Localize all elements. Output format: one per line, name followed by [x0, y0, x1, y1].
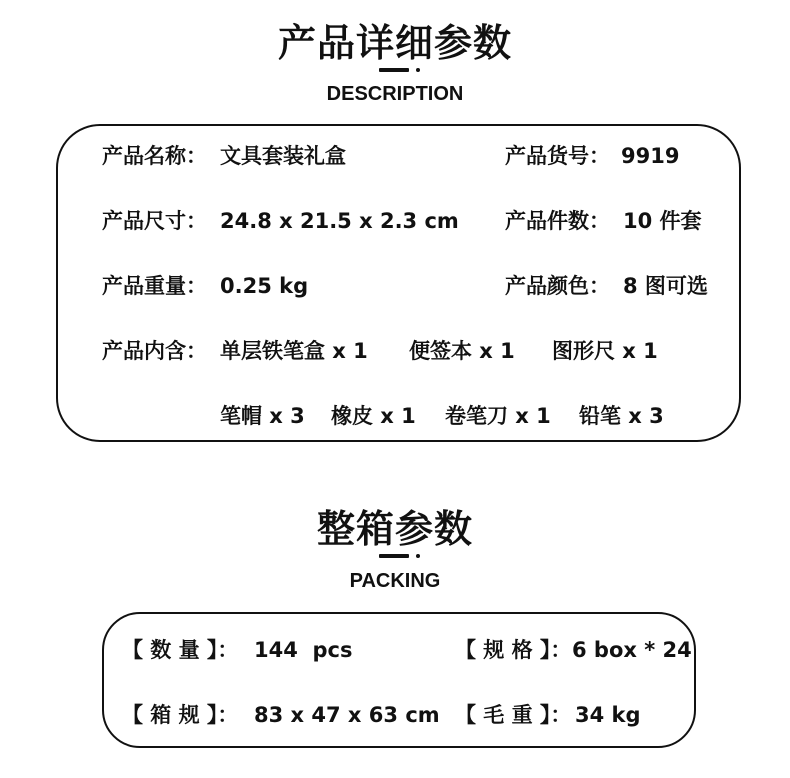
- carton-size-value: 83 x 47 x 63 cm: [254, 703, 440, 727]
- spec-label: 【 规 格 】：: [455, 638, 572, 662]
- gross-weight-value: 34 kg: [575, 703, 641, 727]
- packing-subtitle: PACKING: [349, 570, 441, 592]
- product-color-value: 8 图可选: [623, 274, 708, 298]
- spec-value: 6 box * 24: [572, 638, 692, 662]
- details-title-divider: [0, 66, 790, 74]
- packing-title-divider: [0, 552, 790, 560]
- details-title: 产品详细参数: [277, 21, 512, 65]
- product-size-label: 产品尺寸：: [102, 209, 207, 233]
- contents-item: 橡皮 x 1: [331, 404, 416, 428]
- contents-item: 单层铁笔盒 x 1: [220, 339, 368, 363]
- product-size-value: 24.8 x 21.5 x 2.3 cm: [220, 209, 459, 233]
- carton-size-label: 【 箱 规 】：: [122, 703, 239, 727]
- contents-label: 产品内含：: [102, 339, 207, 363]
- product-color-label: 产品颜色：: [505, 274, 610, 298]
- contents-item: 图形尺 x 1: [552, 339, 658, 363]
- product-name-label: 产品名称：: [102, 144, 207, 168]
- contents-item: 笔帽 x 3: [220, 404, 305, 428]
- gross-weight-label: 【 毛 重 】：: [455, 703, 572, 727]
- piece-count-label: 产品件数：: [505, 209, 610, 233]
- product-name-value: 文具套装礼盒: [220, 144, 346, 168]
- quantity-label: 【 数 量 】：: [122, 638, 239, 662]
- item-number-label: 产品货号：: [505, 144, 610, 168]
- item-number-value: 9919: [621, 144, 680, 168]
- contents-item: 卷笔刀 x 1: [445, 404, 551, 428]
- details-subtitle: DESCRIPTION: [326, 83, 464, 105]
- contents-item: 铅笔 x 3: [579, 404, 664, 428]
- contents-item: 便签本 x 1: [409, 339, 515, 363]
- product-weight-value: 0.25 kg: [220, 274, 309, 298]
- packing-title: 整箱参数: [316, 507, 473, 551]
- product-weight-label: 产品重量：: [102, 274, 207, 298]
- piece-count-value: 10 件套: [623, 209, 702, 233]
- quantity-value: 144 pcs: [254, 638, 353, 662]
